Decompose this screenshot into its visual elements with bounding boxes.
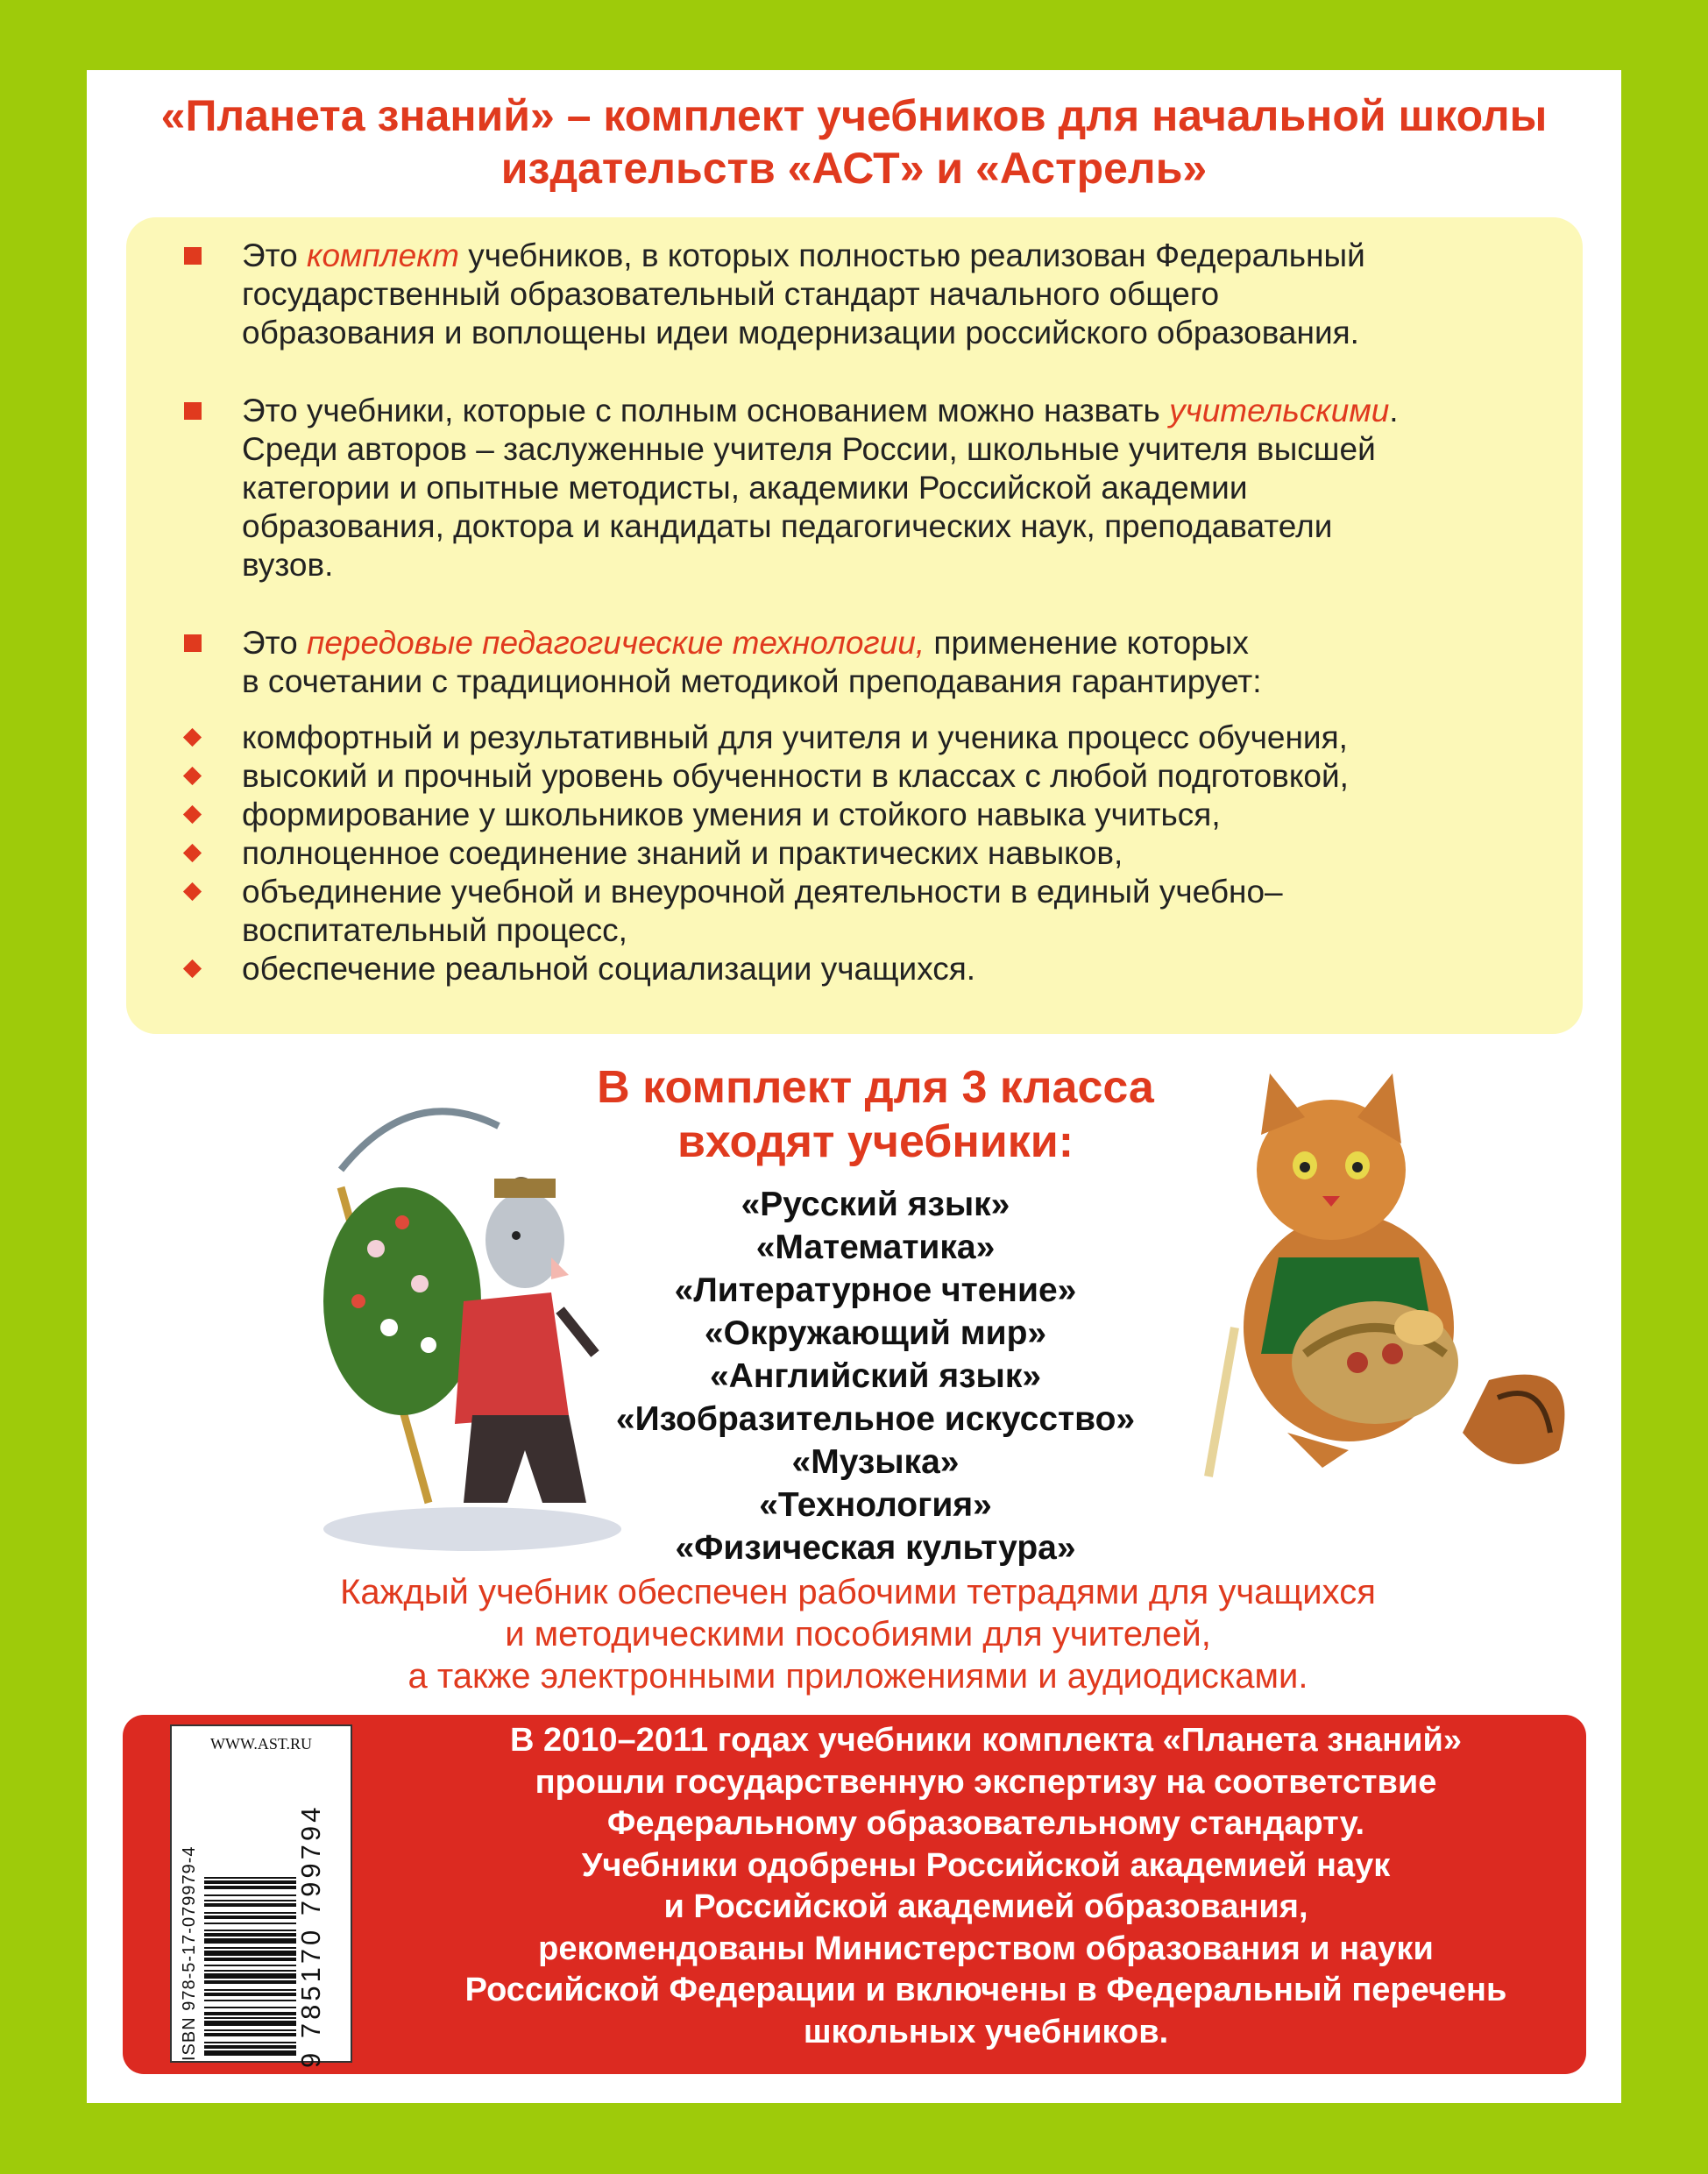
isbn-barcode bbox=[170, 1724, 352, 2068]
kit-heading: В комплект для 3 класса входят учебники: bbox=[597, 1062, 1154, 1167]
title-line-1: «Планета знаний» – комплект учебников для начальной школы bbox=[160, 91, 1548, 140]
feature-line: Это учебники, которые с полным основанием можно назвать учительскими. bbox=[242, 393, 1399, 428]
feature-line: вузов. bbox=[242, 547, 334, 583]
barcode-bar bbox=[204, 1903, 296, 1907]
supplements-note: Каждый учебник обеспечен рабочими тетрадями для учащихся и методическими пособиями для учителей, а также электронными приложениями и аудиодисками. bbox=[340, 1573, 1376, 1696]
diamond-bullet-icon bbox=[183, 882, 202, 901]
barcode-bar bbox=[204, 1886, 296, 1889]
barcode-bars-icon bbox=[204, 1753, 296, 2068]
barcode-bar bbox=[204, 1880, 296, 1884]
barcode-bar bbox=[204, 1912, 296, 1914]
textbook-title: «Литературное чтение» bbox=[674, 1271, 1077, 1309]
guarantee-item: комфортный и результативный для учителя и ученика процесс обучения, bbox=[205, 719, 1537, 757]
barcode-bar bbox=[204, 1965, 296, 1966]
textbook-title: «Изобразительное искусство» bbox=[615, 1400, 1136, 1438]
textbook-title: «Окружающий мир» bbox=[704, 1314, 1047, 1352]
barcode-bar bbox=[204, 1970, 296, 1972]
highlight-term: передовые педагогические технологии, bbox=[306, 625, 925, 661]
barcode-bar bbox=[204, 2029, 296, 2031]
guarantee-item: объединение учебной и внеурочной деятельности в единый учебно– воспитательный процесс, bbox=[205, 873, 1537, 950]
barcode-bar bbox=[204, 1923, 296, 1924]
website-url: WWW.AST.RU bbox=[210, 1735, 312, 1753]
guarantee-item: высокий и прочный уровень обученности в классах с любой подготовкой, bbox=[205, 757, 1537, 796]
diamond-bullet-icon bbox=[183, 728, 202, 747]
highlight-term: комплект bbox=[306, 237, 459, 273]
feature-line: государственный образовательный стандарт начального общего bbox=[242, 276, 1220, 312]
barcode-bar bbox=[204, 1938, 296, 1944]
diamond-bullet-icon bbox=[183, 805, 202, 824]
feature-line: Среди авторов – заслуженные учителя России, школьные учителя высшей bbox=[242, 431, 1376, 467]
isbn-number: ISBN 978-5-17-079979-4 bbox=[180, 1845, 199, 2061]
square-bullet-icon bbox=[184, 402, 202, 420]
barcode-bar bbox=[204, 1894, 296, 1896]
barcode-bar bbox=[204, 1877, 296, 1879]
barcode-bar bbox=[204, 2012, 296, 2015]
barcode-rotated bbox=[180, 1753, 346, 2068]
feature-line: образования, доктора и кандидаты педагогических наук, преподаватели bbox=[242, 508, 1333, 544]
barcode-bar bbox=[204, 1933, 296, 1937]
textbook-title: «Английский язык» bbox=[709, 1357, 1042, 1395]
square-bullet-icon bbox=[184, 634, 202, 652]
feature-line: категории и опытные методисты, академики Российской академии bbox=[242, 470, 1248, 506]
features-panel bbox=[126, 217, 1583, 1034]
square-bullet-icon bbox=[184, 247, 202, 265]
title-line-2: издательств «АСТ» и «Астрель» bbox=[500, 144, 1208, 193]
textbook-title: «Математика» bbox=[755, 1229, 996, 1266]
barcode-bar bbox=[204, 2021, 296, 2026]
textbook-title: «Технология» bbox=[759, 1486, 992, 1524]
barcode-bar bbox=[204, 1989, 296, 1991]
barcode-bar bbox=[204, 1900, 296, 1901]
guarantee-item: формирование у школьников умения и стойкого навыка учиться, bbox=[205, 796, 1537, 834]
page-title bbox=[87, 89, 1621, 195]
textbook-title: «Русский язык» bbox=[741, 1186, 1010, 1223]
feature-line: Это передовые педагогические технологии, применение которых bbox=[242, 625, 1249, 661]
diamond-bullet-icon bbox=[183, 767, 202, 785]
guarantees-list bbox=[205, 719, 1537, 988]
guarantee-item: обеспечение реальной социализации учащихся. bbox=[205, 950, 1537, 988]
approval-text: В 2010–2011 годах учебники комплекта «Планета знаний» прошли государственную экспертизу на соответствие Федеральному образовательному стандарту. Учебники одобрены Российской академией наук и Российской академией образования, рекомендованы Министерством образования и науки Российской Федерации и включены в Федеральный перечень школьных учебников. bbox=[464, 1722, 1507, 2050]
feature-line: Это комплект учебников, в которых полностью реализован Федеральный bbox=[242, 237, 1365, 273]
textbook-title: «Физическая культура» bbox=[675, 1529, 1076, 1567]
barcode-bar bbox=[204, 1916, 296, 1919]
barcode-bar bbox=[204, 2045, 296, 2049]
barcode-bar bbox=[204, 1993, 296, 1996]
barcode-bar bbox=[204, 2033, 296, 2036]
barcode-bar bbox=[204, 2007, 296, 2008]
back-cover-page bbox=[87, 70, 1621, 2103]
highlight-term: учительскими bbox=[1169, 393, 1390, 428]
barcode-bar bbox=[204, 1930, 296, 1931]
barcode-bar bbox=[204, 1980, 296, 1984]
barcode-bar bbox=[204, 2000, 296, 2001]
barcode-bar bbox=[204, 1951, 296, 1956]
feature-item-technologies bbox=[205, 624, 1537, 701]
textbook-list bbox=[507, 1183, 1244, 1569]
barcode-bar bbox=[204, 1958, 296, 1961]
feature-item-teachers bbox=[205, 392, 1537, 584]
textbook-title: «Музыка» bbox=[791, 1443, 960, 1481]
barcode-bar bbox=[204, 1947, 296, 1949]
diamond-bullet-icon bbox=[183, 960, 202, 978]
barcode-bar bbox=[204, 2042, 296, 2043]
diamond-bullet-icon bbox=[183, 844, 202, 862]
feature-item-complete-set bbox=[205, 237, 1537, 352]
feature-line: образования и воплощены идеи модернизации российского образования. bbox=[242, 315, 1359, 351]
barcode-bar bbox=[204, 2050, 296, 2056]
guarantee-item: полноценное соединение знаний и практических навыков, bbox=[205, 834, 1537, 873]
barcode-bar bbox=[204, 2017, 296, 2019]
barcode-bar bbox=[204, 1973, 296, 1979]
barcode-digits: 9 785170 799794 bbox=[295, 1803, 326, 2068]
feature-line: в сочетании с традиционной методикой преподавания гарантирует: bbox=[242, 663, 1262, 699]
